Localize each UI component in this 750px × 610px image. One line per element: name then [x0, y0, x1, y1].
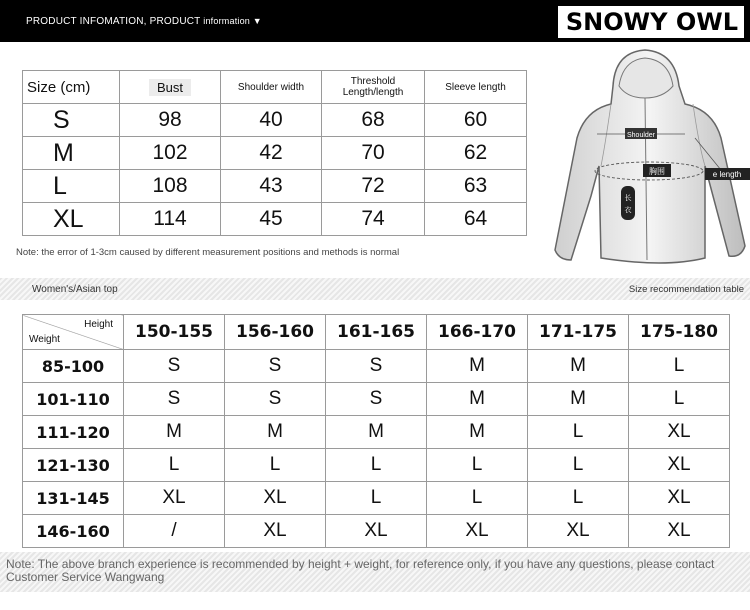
- rec-size-cell: XL: [225, 515, 326, 548]
- value-cell: 40: [221, 104, 322, 137]
- sleeve-col-header: Sleeve length: [425, 71, 527, 104]
- rec-size-cell: L: [326, 449, 427, 482]
- height-col-header: 171-175: [528, 315, 629, 350]
- value-cell: 43: [221, 170, 322, 203]
- rec-size-cell: S: [326, 383, 427, 416]
- rec-size-cell: M: [326, 416, 427, 449]
- header-bar: [0, 0, 750, 42]
- svg-text:e length: e length: [712, 170, 742, 179]
- rec-size-cell: XL: [629, 416, 730, 449]
- bust-col-header: Bust: [120, 71, 221, 104]
- rec-row: [23, 416, 730, 449]
- value-cell: 74: [322, 203, 425, 236]
- size-cell: L: [23, 170, 120, 203]
- section-band: [0, 278, 750, 300]
- svg-text:Shoulder: Shoulder: [626, 132, 656, 139]
- size-row: [23, 203, 527, 236]
- sleeve-label: [705, 168, 750, 180]
- value-cell: 70: [322, 137, 425, 170]
- value-cell: 62: [425, 137, 527, 170]
- height-col-header: 166-170: [427, 315, 528, 350]
- rec-size-cell: L: [629, 350, 730, 383]
- size-row: [23, 170, 527, 203]
- size-cell: M: [23, 137, 120, 170]
- weight-cell: 101-110: [23, 383, 124, 416]
- rec-size-cell: XL: [124, 482, 225, 515]
- rec-size-cell: S: [225, 350, 326, 383]
- size-row: [23, 137, 527, 170]
- size-row: [23, 104, 527, 137]
- rec-size-cell: XL: [528, 515, 629, 548]
- rec-size-cell: L: [528, 449, 629, 482]
- rec-size-cell: /: [124, 515, 225, 548]
- rec-size-cell: M: [427, 383, 528, 416]
- rec-size-cell: XL: [326, 515, 427, 548]
- size-cell: S: [23, 104, 120, 137]
- height-col-header: 150-155: [124, 315, 225, 350]
- rec-size-cell: XL: [629, 482, 730, 515]
- rec-size-cell: S: [326, 350, 427, 383]
- height-col-header: 156-160: [225, 315, 326, 350]
- rec-row: [23, 515, 730, 548]
- rec-size-cell: XL: [629, 449, 730, 482]
- svg-text:胸围: 胸围: [649, 167, 665, 176]
- jacket-diagram: [545, 46, 750, 274]
- rec-row: [23, 350, 730, 383]
- rec-size-cell: M: [124, 416, 225, 449]
- product-info-main: PRODUCT INFOMATION, PRODUCT: [26, 16, 201, 27]
- rec-size-cell: L: [629, 383, 730, 416]
- weight-cell: 85-100: [23, 350, 124, 383]
- rec-size-cell: M: [528, 350, 629, 383]
- weight-cell: 146-160: [23, 515, 124, 548]
- rec-size-cell: S: [124, 350, 225, 383]
- value-cell: 108: [120, 170, 221, 203]
- weight-cell: 121-130: [23, 449, 124, 482]
- value-cell: 64: [425, 203, 527, 236]
- value-cell: 42: [221, 137, 322, 170]
- shoulder-col-header: Shoulder width: [221, 71, 322, 104]
- value-cell: 68: [322, 104, 425, 137]
- shoulder-label: [625, 128, 657, 139]
- weight-cell: 111-120: [23, 416, 124, 449]
- rec-size-cell: M: [528, 383, 629, 416]
- rec-size-cell: L: [427, 449, 528, 482]
- rec-size-cell: L: [528, 416, 629, 449]
- rec-size-cell: M: [427, 416, 528, 449]
- svg-text:衣: 衣: [624, 207, 632, 214]
- corner-cell: [23, 315, 124, 350]
- size-table-header: [23, 71, 527, 104]
- section-label-left: Women's/Asian top: [32, 284, 118, 295]
- rec-size-cell: L: [124, 449, 225, 482]
- rec-size-cell: M: [427, 350, 528, 383]
- rec-row: [23, 449, 730, 482]
- weight-corner-label: Weight: [29, 334, 60, 345]
- measurement-note: Note: the error of 1-3cm caused by different measurement positions and methods is normal: [16, 247, 400, 258]
- value-cell: 60: [425, 104, 527, 137]
- chest-label: [643, 164, 671, 177]
- rec-row: [23, 383, 730, 416]
- rec-size-cell: M: [225, 416, 326, 449]
- rec-row: [23, 482, 730, 515]
- weight-cell: 131-145: [23, 482, 124, 515]
- value-cell: 98: [120, 104, 221, 137]
- length-label: [621, 186, 635, 220]
- value-cell: 45: [221, 203, 322, 236]
- value-cell: 63: [425, 170, 527, 203]
- value-cell: 72: [322, 170, 425, 203]
- footer-note: Note: The above branch experience is recommended by height + weight, for reference only, if you have any questions, please contact Customer Service Wangwang: [6, 557, 715, 584]
- rec-size-cell: XL: [427, 515, 528, 548]
- value-cell: 102: [120, 137, 221, 170]
- product-info-heading: [26, 16, 262, 27]
- size-table: [22, 70, 527, 236]
- height-col-header: 161-165: [326, 315, 427, 350]
- rec-size-cell: L: [225, 449, 326, 482]
- rec-size-cell: L: [326, 482, 427, 515]
- rec-size-cell: XL: [629, 515, 730, 548]
- product-info-small: information ▼: [203, 16, 262, 26]
- rec-size-cell: L: [427, 482, 528, 515]
- height-col-header: 175-180: [629, 315, 730, 350]
- rec-size-cell: S: [225, 383, 326, 416]
- height-corner-label: Height: [84, 319, 113, 330]
- size-cell: XL: [23, 203, 120, 236]
- rec-size-cell: L: [528, 482, 629, 515]
- jacket-outline: [555, 50, 745, 263]
- rec-size-cell: XL: [225, 482, 326, 515]
- size-col-header: Size (cm): [23, 71, 120, 104]
- brand-logo: SNOWY OWL: [558, 6, 744, 38]
- value-cell: 114: [120, 203, 221, 236]
- rec-table-header: [23, 315, 730, 350]
- section-label-right: Size recommendation table: [628, 284, 744, 295]
- length-col-header: Threshold Length/length: [322, 71, 425, 104]
- rec-size-cell: S: [124, 383, 225, 416]
- recommendation-table: [22, 314, 730, 548]
- svg-text:长: 长: [624, 195, 632, 202]
